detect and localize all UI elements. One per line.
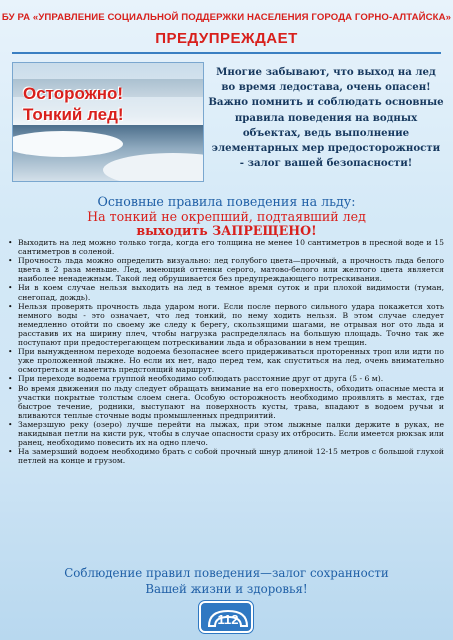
divider: [12, 52, 441, 54]
closing-line1: Соблюдение правил поведения—залог сохранности: [64, 566, 389, 580]
intro-text: Многие забывают, что выход на лед во время ледостава, очень опасен! Важно помнить и соблюдать основные правила поведения на водных объектах, ведь выполнение элементарных мер предосторожности - залог вашей безопасности!: [208, 66, 444, 170]
list-item: • Во время движения по льду следует обращать внимание на его поверхность, обходить опасные места и участки покрытые толстым слоем снега. Особую осторожность необходимо проявлять в местах, где быстрое течение, родники, выступают на поверхность кусты, трава, впадают в водоем ручьи и вливаются теплые сточные воды промышленных предприятий.: [8, 384, 444, 420]
rules-subheading-line1: На тонкий не окрепший, подтаявший лед: [87, 209, 366, 224]
list-item: • Ни в коем случае нельзя выходить на лед в темное время суток и при плохой видимости (туман, снегопад, дождь).: [8, 283, 444, 301]
hero-image: [12, 62, 204, 182]
organization-name: БУ РА «УПРАВЛЕНИЕ СОЦИАЛЬНОЙ ПОДДЕРЖКИ НАСЕЛЕНИЯ ГОРОДА ГОРНО-АЛТАЙСКА»: [1, 12, 452, 23]
hero-title-line2: Тонкий лед!: [23, 105, 124, 124]
emergency-number: 112: [217, 612, 239, 627]
list-item: • Замерзшую реку (озеро) лучше перейти на лыжах, при этом лыжные палки держите в руках, не накидывая петли на кисти рук, чтобы в случае опасности сразу их отбросить. Если имеется рюкзак или ранец, необходимо повесить их на одно плечо.: [8, 420, 444, 447]
rules-subheading-line2: выходить ЗАПРЕЩЕНО!: [136, 223, 317, 238]
list-item: • Нельзя проверять прочность льда ударом ноги. Если после первого сильного удара покажется хоть немного воды - это означает, что лед тонкий, по нему ходить нельзя. В этом случае следует немедленно отойти по своему же следу к берегу, скользящими шагами, не отрывая ног ото льда и расставив их на ширину плеч, чтобы нагрузка распределялась на большую площадь. Точно так же поступают при предостерегающем потрескивании льда и образовании в нем трещин.: [8, 302, 444, 347]
hero-title-line1: Осторожно!: [23, 84, 124, 103]
rules-list: [8, 238, 444, 465]
list-item: • При переходе водоема группой необходимо соблюдать расстояние друг от друга (5 - 6 м).: [8, 374, 444, 383]
emergency-badge: [199, 601, 253, 633]
warns-title: ПРЕДУПРЕЖДАЕТ: [155, 30, 298, 47]
list-item: • Прочность льда можно определить визуально: лед голубого цвета—прочный, а прочность льда белого цвета в 2 раза меньше. Лед, имеющий оттенки серого, матово-белого или желтого цвета является наиболее ненадежным. Такой лед обрушивается без предупреждающего потрескивания.: [8, 256, 444, 283]
list-item: • Выходить на лед можно только тогда, когда его толщина не менее 10 сантиметров в пресной воде и 15 сантиметров в соленой.: [8, 238, 444, 256]
closing-text: [0, 565, 453, 597]
list-item: • На замерзший водоем необходимо брать с собой прочный шнур длиной 12-15 метров с большой глухой петлей на конце и грузом.: [8, 447, 444, 465]
rules-heading: Основные правила поведения на льду:: [97, 194, 356, 209]
rules-subheading: [0, 210, 453, 238]
hero-title: [23, 83, 199, 125]
closing-line2: Вашей жизни и здоровья!: [145, 582, 308, 596]
list-item: • При вынужденном переходе водоема безопаснее всего придерживаться проторенных троп или идти по уже проложенной лыжне. Но если их нет, надо перед тем, как спуститься на лед, очень внимательно осмотреться и наметить предстоящий маршрут.: [8, 347, 444, 374]
